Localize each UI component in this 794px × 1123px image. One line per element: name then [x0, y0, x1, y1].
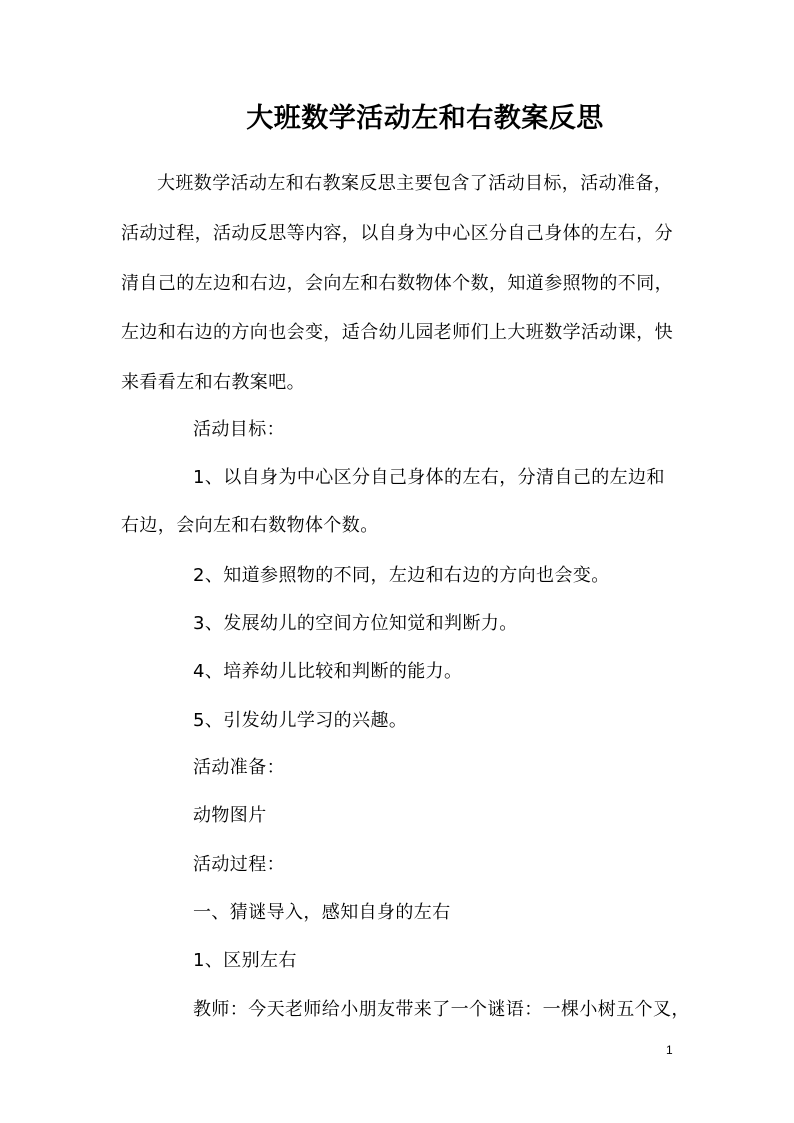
intro-line-3: 清自己的左边和右边，会向左和右数物体个数，知道参照物的不同，	[121, 273, 673, 294]
prep-item: 动物图片	[193, 805, 267, 826]
goal-2: 2、知道参照物的不同，左边和右边的方向也会变。	[193, 565, 610, 586]
intro-line-2: 活动过程，活动反思等内容，以自身为中心区分自己身体的左右，分	[121, 223, 673, 244]
process-heading: 活动过程：	[193, 854, 285, 875]
goal-5: 5、引发幼儿学习的兴趣。	[193, 710, 408, 731]
teacher-line: 教师：今天老师给小朋友带来了一个谜语：一棵小树五个叉，	[193, 999, 690, 1020]
intro-line-5: 来看看左和右教案吧。	[121, 372, 305, 393]
goal-1-line-1: 1、以自身为中心区分自己身体的左右，分清自己的左边和	[193, 467, 665, 488]
goal-3: 3、发展幼儿的空间方位知觉和判断力。	[193, 613, 518, 634]
step-1: 1、区别左右	[193, 950, 297, 971]
intro-line-4: 左边和右边的方向也会变，适合幼儿园老师们上大班数学活动课，快	[121, 322, 673, 343]
goals-heading: 活动目标：	[193, 419, 285, 440]
goal-1-line-2: 右边，会向左和右数物体个数。	[121, 515, 379, 536]
document-title: 大班数学活动左和右教案反思	[246, 103, 604, 134]
intro-line-1: 大班数学活动左和右教案反思主要包含了活动目标，活动准备，	[157, 173, 673, 194]
goal-4: 4、培养幼儿比较和判断的能力。	[193, 661, 463, 682]
prep-heading: 活动准备：	[193, 757, 285, 778]
page-number: 1	[666, 1043, 673, 1057]
section-1: 一、猜谜导入，感知自身的左右	[193, 902, 451, 923]
